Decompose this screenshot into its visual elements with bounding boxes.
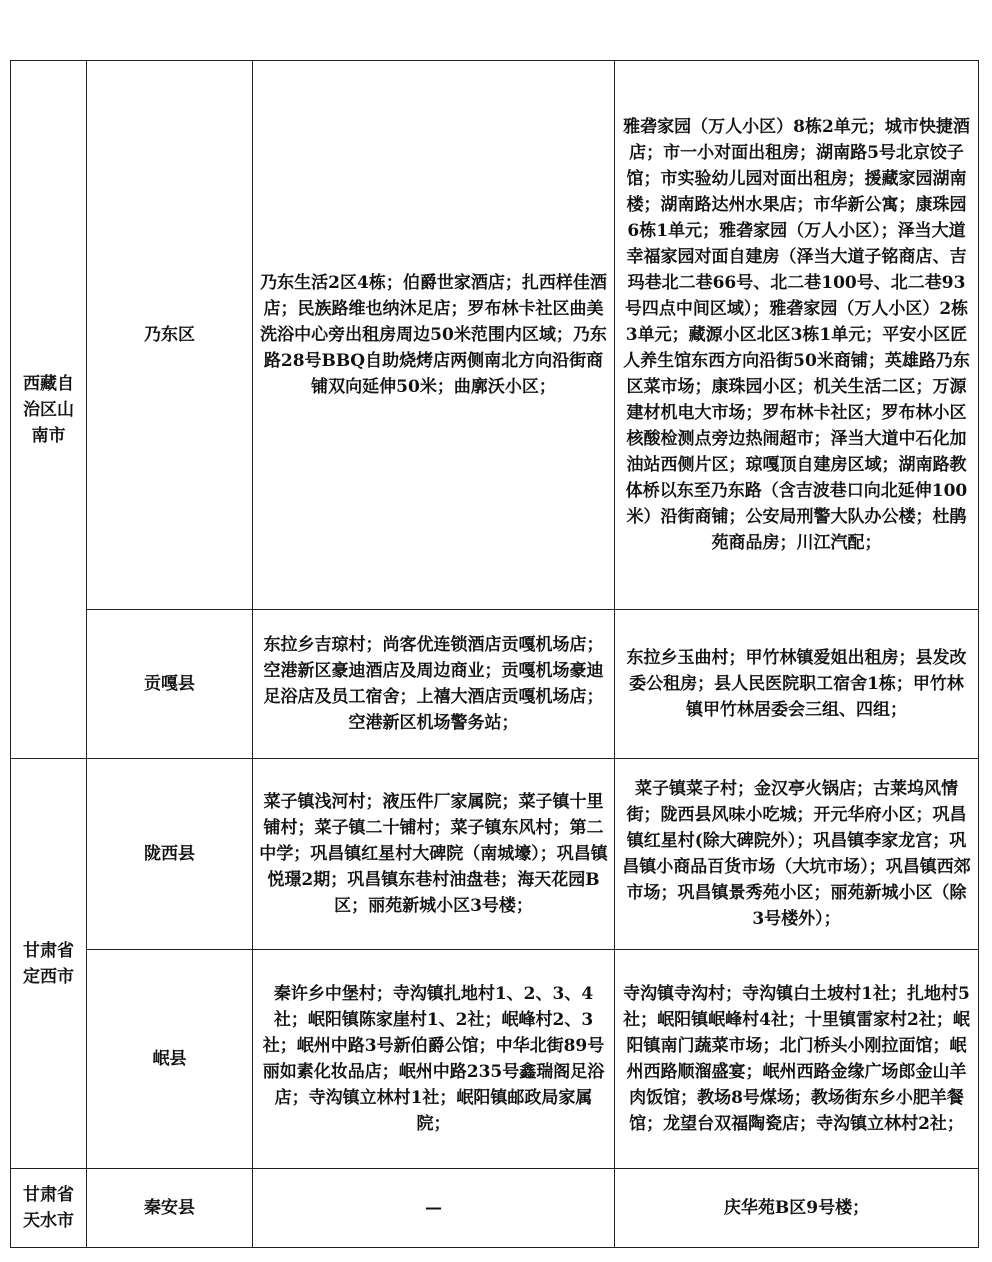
high-risk-cell: —	[253, 1169, 615, 1248]
high-risk-cell: 乃东生活2区4栋；伯爵世家酒店；扎西样佳酒店；民族路维也纳沐足店；罗布林卡社区曲美洗浴中心旁出租房周边50米范围内区域；乃东路28号BBQ自助烧烤店两侧南北方向沿街商铺双向延伸50米；曲廓沃小区；	[253, 61, 615, 610]
district-cell: 乃东区	[87, 61, 253, 610]
mid-risk-cell: 雅砻家园（万人小区）8栋2单元；城市快捷酒店；市一小对面出租房；湖南路5号北京饺子馆；市实验幼儿园对面出租房；援藏家园湖南楼；湖南路达州水果店；市华新公寓；康珠园6栋1单元；雅砻家园（万人小区）；泽当大道幸福家园对面自建房（泽当大道子铭商店、吉玛巷北二巷66号、北二巷100号、北二巷93号四点中间区域）；雅砻家园（万人小区）2栋3单元；藏源小区北区3栋1单元；平安小区匠人养生馆东西方向沿街50米商铺；英雄路乃东区菜市场；康珠园小区；机关生活二区；万源建材机电大市场；罗布林卡社区；罗布林小区核酸检测点旁边热闹超市；泽当大道中石化加油站西侧片区；琼嘎顶自建房区域；湖南路教体桥以东至乃东路（含吉波巷口向北延伸100米）沿街商铺；公安局刑警大队办公楼；杜鹃苑商品房；川江汽配；	[615, 61, 979, 610]
table-row	[11, 950, 979, 1169]
high-risk-cell: 东拉乡吉琼村；尚客优连锁酒店贡嘎机场店；空港新区豪迪酒店及周边商业；贡嘎机场豪迪足浴店及员工宿舍；上禧大酒店贡嘎机场店；空港新区机场警务站；	[253, 610, 615, 759]
city-cell: 甘肃省天水市	[11, 1169, 87, 1248]
table-row	[11, 610, 979, 759]
mid-risk-cell: 东拉乡玉曲村；甲竹林镇爱姐出租房；县发改委公租房；县人民医院职工宿舍1栋；甲竹林镇甲竹林居委会三组、四组；	[615, 610, 979, 759]
table-row	[11, 1169, 979, 1248]
table-row	[11, 61, 979, 610]
mid-risk-cell: 寺沟镇寺沟村；寺沟镇白土坡村1社；扎地村5社；岷阳镇岷峰村4社；十里镇雷家村2社；岷阳镇南门蔬菜市场；北门桥头小刚拉面馆；岷州西路顺溜盛宴；岷州西路金缘广场郎金山羊肉饭馆；教场8号煤场；教场街东乡小肥羊餐馆；龙望台双福陶瓷店；寺沟镇立林村2社；	[615, 950, 979, 1169]
mid-risk-cell: 菜子镇菜子村；金汉亭火锅店；古莱坞风情街；陇西县风味小吃城；开元华府小区；巩昌镇红星村(除大碑院外）；巩昌镇李家龙宫；巩昌镇小商品百货市场（大坑市场）；巩昌镇西郊市场；巩昌镇景秀苑小区；丽苑新城小区（除3号楼外）；	[615, 759, 979, 950]
table-row	[11, 759, 979, 950]
district-cell: 秦安县	[87, 1169, 253, 1248]
city-cell: 西藏自治区山南市	[11, 61, 87, 759]
high-risk-cell: 秦许乡中堡村；寺沟镇扎地村1、2、3、4社；岷阳镇陈家崖村1、2社；岷峰村2、3社；岷州中路3号新伯爵公馆；中华北街89号丽如素化妆品店；岷州中路235号鑫瑞阁足浴店；寺沟镇立林村1社；岷阳镇邮政局家属院；	[253, 950, 615, 1169]
mid-risk-cell: 庆华苑B区9号楼；	[615, 1169, 979, 1248]
district-cell: 贡嘎县	[87, 610, 253, 759]
risk-area-table	[10, 60, 979, 1248]
high-risk-cell: 菜子镇浅河村；液压件厂家属院；菜子镇十里铺村；菜子镇二十铺村；菜子镇东风村；第二中学；巩昌镇红星村大碑院（南城壕）；巩昌镇悦璟2期；巩昌镇东巷村油盘巷；海天花园B区；丽苑新城小区3号楼；	[253, 759, 615, 950]
district-cell: 陇西县	[87, 759, 253, 950]
district-cell: 岷县	[87, 950, 253, 1169]
city-cell: 甘肃省定西市	[11, 759, 87, 1169]
